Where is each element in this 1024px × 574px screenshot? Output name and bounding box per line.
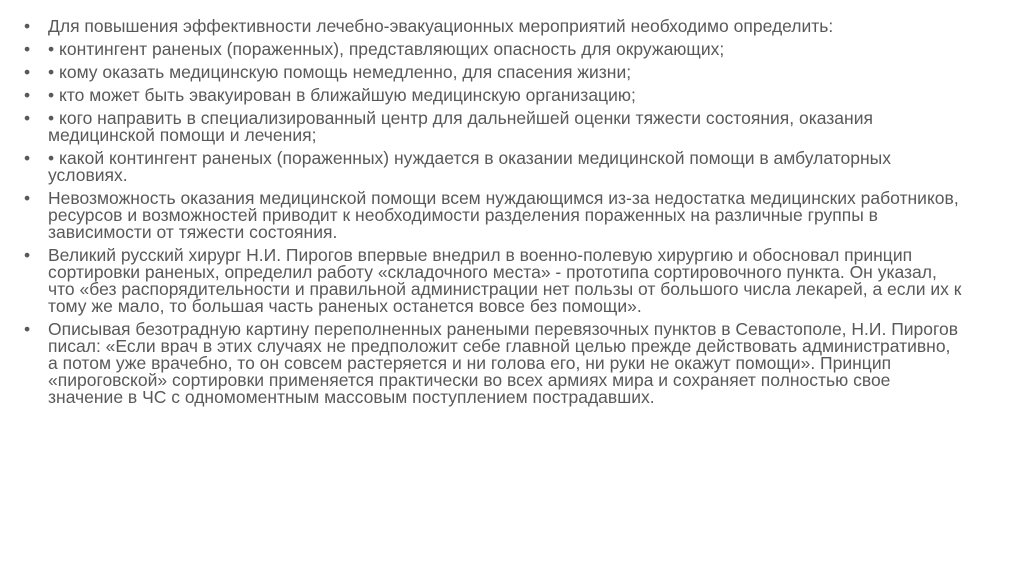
- list-item: [24, 247, 964, 315]
- list-item: [24, 18, 964, 35]
- bullet-dot-icon: •: [24, 39, 31, 59]
- bullet-dot-icon: •: [24, 148, 31, 168]
- list-item-text: • кому оказать медицинскую помощь немедленно, для спасения жизни;: [48, 62, 632, 82]
- list-item: [24, 87, 964, 104]
- list-item-text: Невозможность оказания медицинской помощи всем нуждающимся из-за недостатка медицинских работников, ресурсов и возможностей приводит к необходимости разделения пораженных на различные группы в зависимости от тяжести состояния.: [48, 188, 959, 242]
- bullet-dot-icon: •: [24, 188, 31, 208]
- bullet-dot-icon: •: [24, 319, 31, 339]
- bullet-dot-icon: •: [24, 245, 31, 265]
- bullet-dot-icon: •: [24, 62, 31, 82]
- list-item: [24, 41, 964, 58]
- list-item-text: • кого направить в специализированный центр для дальнейшей оценки тяжести состояния, оказания медицинской помощи и лечения;: [48, 108, 873, 145]
- list-item-text: • контингент раненых (пораженных), представляющих опасность для окружающих;: [48, 39, 725, 59]
- list-item-text: • какой контингент раненых (пораженных) нуждается в оказании медицинской помощи в амбулаторных условиях.: [48, 148, 891, 185]
- list-item-text: Для повышения эффективности лечебно-эвакуационных мероприятий необходимо определить:: [48, 16, 834, 36]
- list-item-text: Великий русский хирург Н.И. Пирогов впервые внедрил в военно-полевую хирургию и обосновал принцип сортировки раненых, определил работу «складочного места» - прототипа сортировочного пункта. Он указал, что «без распорядительности и правильной администрации нет пользы от большого числа лекарей, а если их к тому же мало, то большая часть раненых останется вовсе без помощи».: [48, 245, 962, 316]
- list-item: [24, 150, 964, 184]
- list-item: [24, 190, 964, 241]
- bullet-dot-icon: •: [24, 108, 31, 128]
- bullet-dot-icon: •: [24, 16, 31, 36]
- list-item-text: Описывая безотрадную картину переполненных ранеными перевязочных пунктов в Севастополе, Н.И. Пирогов писал: «Если врач в этих случаях не предположит себе главной целью прежде действовать административно, а потом уже врачебно, то он совсем растеряется и ни голова его, ни руки не окажут помощи». Принцип «пироговской» сортировки применяется практически во всех армиях мира и сохраняет полностью свое значение в ЧС с одномоментным массовым поступлением пострадавших.: [48, 319, 959, 407]
- list-item: [24, 64, 964, 81]
- list-item: [24, 110, 964, 144]
- bullet-dot-icon: •: [24, 85, 31, 105]
- list-item-text: • кто может быть эвакуирован в ближайшую медицинскую организацию;: [48, 85, 636, 105]
- bullet-list: [24, 18, 964, 412]
- list-item: [24, 321, 964, 406]
